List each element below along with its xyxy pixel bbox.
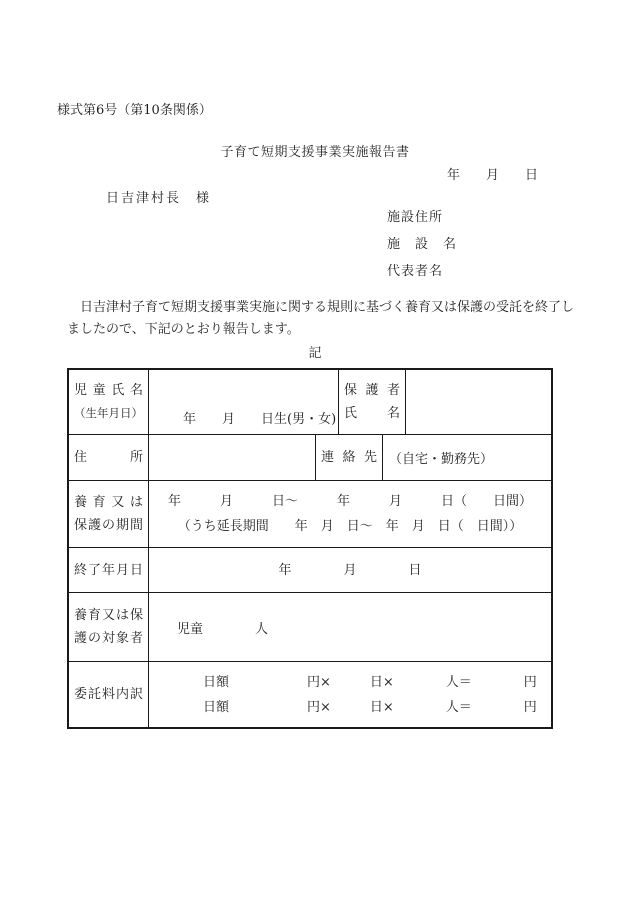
fee-field bbox=[148, 662, 551, 727]
fee-line-1: 日額 円× 日× 人＝ 円 bbox=[203, 674, 537, 690]
address-label-cell bbox=[69, 435, 148, 480]
guardian-name-label: 氏 名 bbox=[344, 406, 400, 421]
table-row-fee bbox=[69, 661, 551, 727]
address-field bbox=[148, 435, 315, 480]
representative-name-label: 代表者名 bbox=[387, 264, 444, 279]
sender-block bbox=[387, 204, 457, 285]
end-date-field bbox=[148, 548, 551, 592]
child-name-field bbox=[148, 370, 338, 434]
subject-field bbox=[148, 593, 551, 661]
end-date-label-cell bbox=[69, 548, 148, 592]
addressee-line: 日吉津村長 様 bbox=[106, 191, 212, 206]
table-row-child bbox=[69, 370, 551, 434]
period-label-line2: 保護の期間 bbox=[74, 518, 143, 533]
table-row-address bbox=[69, 434, 551, 480]
guardian-label: 保 護 者 bbox=[344, 383, 400, 398]
child-name-label-cell bbox=[69, 370, 148, 434]
contact-label: 連 絡 先 bbox=[321, 450, 377, 465]
report-date-line: 年 月 日 bbox=[446, 168, 538, 183]
period-label-cell bbox=[69, 481, 148, 547]
end-date-label: 終了年月日 bbox=[74, 562, 143, 578]
subject-count-template: 児童 人 bbox=[177, 621, 269, 637]
subject-label-line1: 養育又は保 bbox=[74, 608, 143, 623]
period-label-line1: 養 育 又 は bbox=[74, 495, 143, 510]
facility-address-label: 施設住所 bbox=[387, 210, 444, 225]
table-row-subject bbox=[69, 592, 551, 661]
body-paragraph: 日吉津村子育て短期支援事業実施に関する規則に基づく養育又は保護の受託を終了しましたので、下記のとおり報告します。 bbox=[67, 300, 575, 337]
end-date-template: 年 月 日 bbox=[278, 562, 422, 578]
fee-label-cell bbox=[69, 662, 148, 727]
table-row-period bbox=[69, 480, 551, 547]
subject-label-line2: 護の対象者 bbox=[74, 631, 143, 646]
table-row-end-date bbox=[69, 547, 551, 592]
guardian-name-field bbox=[405, 370, 551, 434]
contact-type-note: （自宅・勤務先） bbox=[389, 452, 494, 467]
birthdate-label: （生年月日） bbox=[74, 406, 143, 420]
period-field bbox=[148, 481, 551, 547]
contact-label-cell bbox=[315, 435, 382, 480]
report-table bbox=[67, 368, 553, 729]
contact-field bbox=[382, 435, 551, 480]
fee-label: 委託料内訳 bbox=[74, 687, 143, 702]
subject-label-cell bbox=[69, 593, 148, 661]
period-template: 年 月 日～ 年 月 日（ 日間） bbox=[167, 494, 532, 509]
birthdate-template: 年 月 日生(男・女) bbox=[183, 412, 337, 427]
child-name-label: 児 童 氏 名 bbox=[74, 383, 143, 398]
document-title: 子育て短期支援事業実施報告書 bbox=[220, 145, 410, 160]
guardian-label-cell bbox=[338, 370, 405, 434]
fee-line-2: 日額 円× 日× 人＝ 円 bbox=[203, 699, 537, 715]
facility-name-label: 施 設 名 bbox=[387, 237, 458, 252]
note-mark: 記 bbox=[308, 346, 322, 361]
address-label: 住 所 bbox=[74, 450, 143, 465]
form-number: 様式第6号（第10条関係） bbox=[57, 103, 212, 118]
period-extension-template: （うち延長期間 年 月 日～ 年 月 日（ 日間）） bbox=[177, 519, 523, 534]
